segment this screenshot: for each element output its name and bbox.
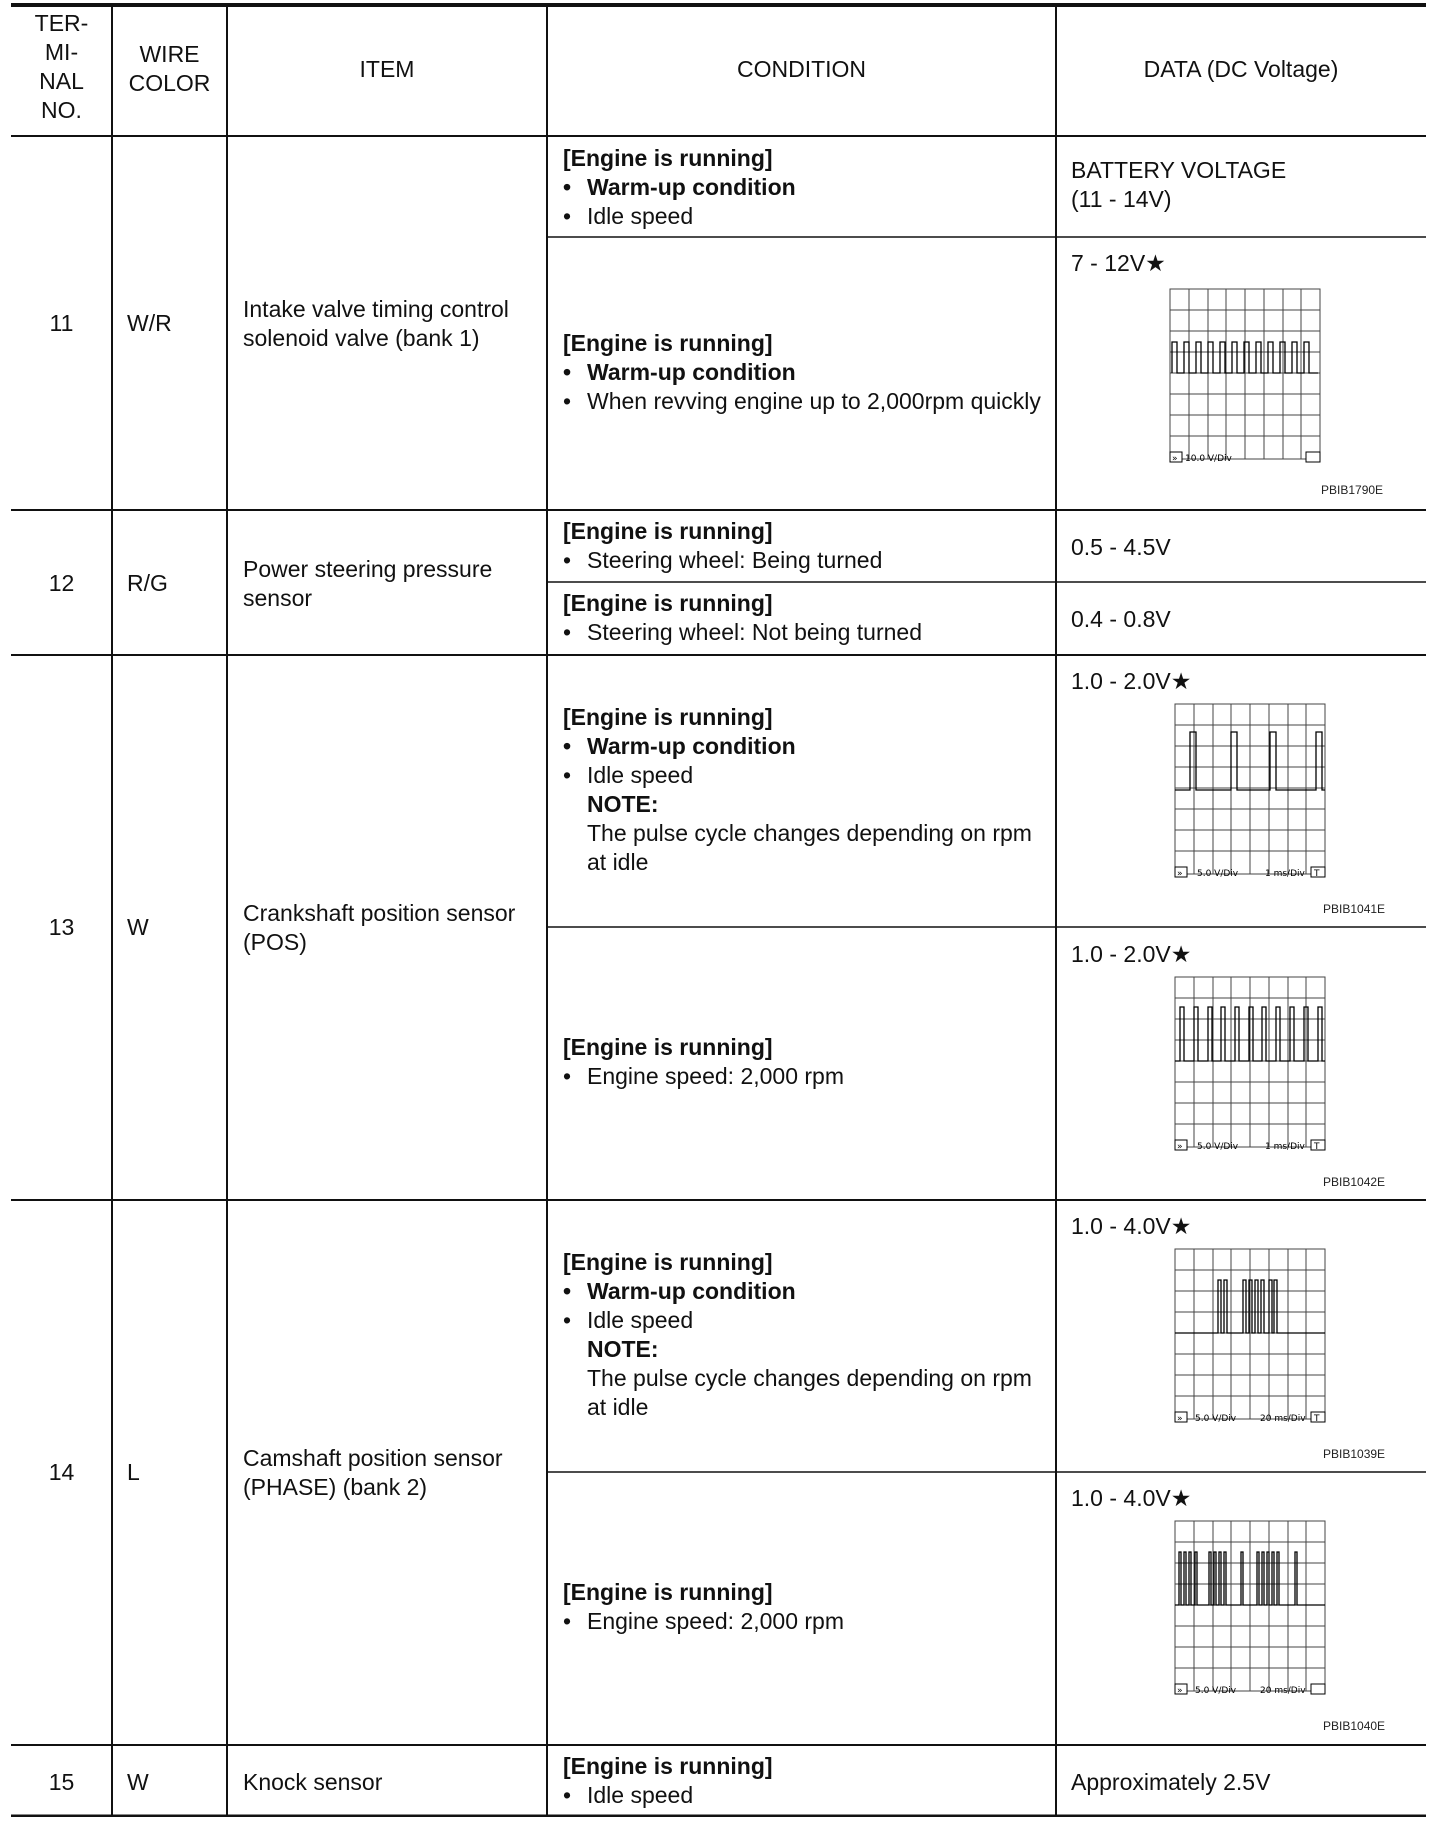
terminal-data-table: TER- MI- NAL NO. WIRE COLOR ITEM CONDITION DATA (DC Voltage) 11 W/R Intake valve timing control solenoid valve (bank 1) [Engine is running] • Warm-up condition • Idle speed BATTERY VOLTAGE (11 - 14V) [Engine is running] • Warm-up condition • When revving engine up to 2,000rpm quickly 7 - 12V★ » 10.0 V/Div PBIB1790E 12 R/G Power steering pressure sensor [Engine is running] • Steering wheel: Being turned 0.5 - 4.5V [Engine is running] • Steering wheel: Not being turned 0.4 - 0.8V 13 W Crankshaft position sensor (POS) [Engine is running] • Warm-up condition • Idle speed NOTE: The pulse cycle changes depending on rpm at idle 1.0 - 2.0V★ » 5.0 V/Div 1 ms/Div T PBIB1041E [Engine is running] • Engine speed: 2,000 rpm 1.0 - 2.0V★ » 5.0 V/Div 1 ms/Div T PBIB1042E 14 L Camshaft position sensor (PHASE) (bank 2) [Engine is running] • Warm-up condition • Idle speed NOTE: The pulse cycle changes depending on rpm at idle 1.0 - 4.0V★ » 5.0 V/Div 20 ms/Div T PBIB1039E [Engine is running] • Engine speed: 2,000 rpm 1.0 - 4.0V★ » 5.0 V/Div 20 ms/Div PBIB1040E 15 W Knock sensor [Engine is running] • Idle speed Approximately 2.5V xyxy=(11,3,1426,1817)
note-label: NOTE: xyxy=(587,1336,659,1362)
header-wire-line-2: COLOR xyxy=(128,70,211,96)
data-value: 7 - 12V★ xyxy=(1071,250,1166,276)
svg-text:20 ms/Div: 20 ms/Div xyxy=(1260,1414,1306,1424)
figure-code: PBIB1040E xyxy=(1323,1719,1386,1733)
note-text-line-1: The pulse cycle changes depending on rpm xyxy=(587,820,1032,846)
svg-text:»: » xyxy=(1177,1414,1183,1424)
item-name-line-2: solenoid valve (bank 1) xyxy=(243,325,480,351)
note-text-line-2: at idle xyxy=(587,1394,649,1420)
item-name-line-2: sensor xyxy=(243,585,313,611)
item-name-line-1: Intake valve timing control xyxy=(243,296,509,322)
oscilloscope-waveform xyxy=(1156,287,1326,467)
condition-heading: [Engine is running] xyxy=(563,1579,773,1605)
wire-color: W/R xyxy=(127,310,172,336)
star-icon: ★ xyxy=(1170,941,1192,967)
header-terminal-line-4: NO. xyxy=(41,97,82,123)
data-value: 1.0 - 2.0V★ xyxy=(1071,941,1192,967)
svg-text:5.0 V/Div: 5.0 V/Div xyxy=(1197,1142,1239,1152)
terminal-number: 15 xyxy=(48,1769,75,1795)
condition-heading: [Engine is running] xyxy=(563,1753,773,1779)
figure-code: PBIB1039E xyxy=(1323,1447,1386,1461)
svg-text:20 ms/Div: 20 ms/Div xyxy=(1260,1686,1306,1696)
star-icon: ★ xyxy=(1145,250,1166,276)
condition-heading: [Engine is running] xyxy=(563,704,773,730)
star-icon: ★ xyxy=(1170,1213,1192,1239)
header-data: DATA (DC Voltage) xyxy=(1143,56,1339,82)
condition-heading: [Engine is running] xyxy=(563,590,773,616)
data-value: 1.0 - 2.0V★ xyxy=(1071,668,1192,694)
condition-heading: [Engine is running] xyxy=(563,145,773,171)
svg-text:»: » xyxy=(1177,1142,1183,1152)
wire-color: L xyxy=(127,1459,140,1485)
oscilloscope-waveform xyxy=(1161,1247,1336,1433)
header-terminal-line-3: NAL xyxy=(39,68,84,94)
header-terminal-line-1: TER- xyxy=(34,10,89,36)
svg-text:5.0 V/Div: 5.0 V/Div xyxy=(1195,1414,1237,1424)
svg-text:1 ms/Div: 1 ms/Div xyxy=(1265,869,1305,879)
svg-text:5.0 V/Div: 5.0 V/Div xyxy=(1195,1686,1237,1696)
wire-color: W xyxy=(127,914,149,940)
svg-text:10.0 V/Div: 10.0 V/Div xyxy=(1185,454,1232,464)
item-name-line-1: Power steering pressure xyxy=(243,556,493,582)
svg-text:T: T xyxy=(1314,1414,1320,1424)
data-value: 1.0 - 4.0V★ xyxy=(1071,1213,1192,1239)
condition-heading: [Engine is running] xyxy=(563,1249,773,1275)
item-name-line-2: (PHASE) (bank 2) xyxy=(243,1474,428,1500)
condition-heading: [Engine is running] xyxy=(563,518,773,544)
condition-heading: [Engine is running] xyxy=(563,330,773,356)
note-text-line-1: The pulse cycle changes depending on rpm xyxy=(587,1365,1032,1391)
item-name: Knock sensor xyxy=(243,1769,383,1795)
svg-text:5.0 V/Div: 5.0 V/Div xyxy=(1197,869,1239,879)
wire-color: W xyxy=(127,1769,149,1795)
oscilloscope-waveform xyxy=(1161,1519,1336,1705)
data-value: Approximately 2.5V xyxy=(1071,1769,1271,1795)
data-value-line-2: (11 - 14V) xyxy=(1071,186,1172,212)
svg-text:T: T xyxy=(1314,869,1320,879)
terminal-number: 12 xyxy=(48,570,75,596)
note-label: NOTE: xyxy=(587,791,659,817)
star-icon: ★ xyxy=(1170,668,1192,694)
note-text-line-2: at idle xyxy=(587,849,649,875)
figure-code: PBIB1041E xyxy=(1323,902,1386,916)
header-terminal-line-2: MI- xyxy=(44,39,79,65)
svg-text:1 ms/Div: 1 ms/Div xyxy=(1265,1142,1305,1152)
item-name-line-1: Camshaft position sensor xyxy=(243,1445,503,1471)
svg-text:»: » xyxy=(1177,869,1183,879)
oscilloscope-waveform xyxy=(1161,702,1336,888)
terminal-number: 14 xyxy=(48,1459,75,1485)
condition-heading: [Engine is running] xyxy=(563,1034,773,1060)
figure-code: PBIB1790E xyxy=(1321,483,1384,497)
item-name-line-2: (POS) xyxy=(243,929,307,955)
terminal-number: 13 xyxy=(48,914,75,940)
svg-text:T: T xyxy=(1314,1142,1320,1152)
item-name-line-1: Crankshaft position sensor xyxy=(243,900,516,926)
wire-color: R/G xyxy=(127,570,168,596)
svg-text:»: » xyxy=(1177,1686,1183,1696)
figure-code: PBIB1042E xyxy=(1323,1175,1386,1189)
header-item: ITEM xyxy=(359,56,415,82)
header-wire-line-1: WIRE xyxy=(139,41,200,67)
data-value: 1.0 - 4.0V★ xyxy=(1071,1485,1192,1511)
data-value: 0.5 - 4.5V xyxy=(1071,534,1171,560)
data-value: 0.4 - 0.8V xyxy=(1071,606,1171,632)
data-value-line-1: BATTERY VOLTAGE xyxy=(1071,157,1287,183)
star-icon: ★ xyxy=(1170,1485,1192,1511)
terminal-number: 11 xyxy=(49,310,74,336)
oscilloscope-waveform xyxy=(1161,975,1336,1161)
header-condition: CONDITION xyxy=(736,56,867,82)
svg-text:»: » xyxy=(1172,454,1178,464)
